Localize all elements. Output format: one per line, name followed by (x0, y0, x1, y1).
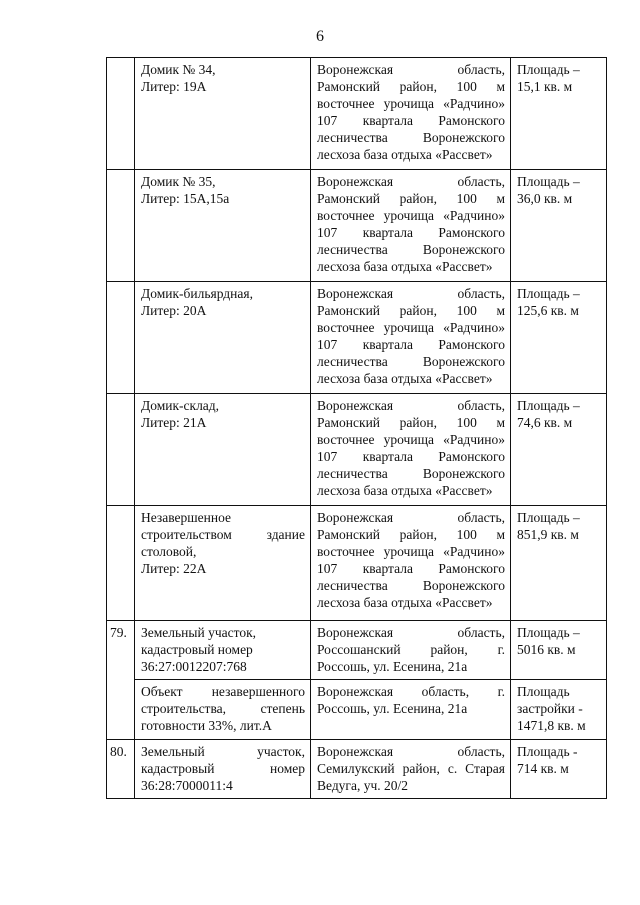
object-name-cell (135, 170, 311, 282)
row-number-cell (107, 58, 135, 170)
table-row (107, 680, 607, 740)
address-cell: Воронежская область, Россошанский район, г. Россошь, ул. Есенина, 21а (311, 621, 511, 680)
row-number-cell (107, 282, 135, 394)
object-name-line: Домик № 34, (141, 62, 216, 77)
address-cell: Воронежская область, Семилукский район, с. Старая Ведуга, уч. 20/2 (311, 740, 511, 799)
area-cell: Площадь – 15,1 кв. м (511, 58, 607, 170)
row-number-cell: 79. (107, 621, 135, 740)
object-name-line: Литер: 19А (141, 79, 207, 94)
object-name-cell (135, 680, 311, 740)
address-cell: Воронежская область, Рамонский район, 100 м восточнее урочища «Радчино» 107 квартала Рамонского лесничества Воронежского лесхоза база отдыха «Рассвет» (311, 58, 511, 170)
object-name-line: Объект незавершенного строительства, степень готовности 33%, лит.А (141, 684, 305, 733)
address-cell: Воронежская область, Рамонский район, 100 м восточнее урочища «Радчино» 107 квартала Рамонского лесничества Воронежского лесхоза база отдыха «Рассвет» (311, 282, 511, 394)
object-name-cell (135, 740, 311, 799)
address-cell: Воронежская область, Рамонский район, 100 м восточнее урочища «Радчино» 107 квартала Рамонского лесничества Воронежского лесхоза база отдыха «Рассвет» (311, 170, 511, 282)
area-cell: Площадь застройки - 1471,8 кв. м (511, 680, 607, 740)
object-name-cell (135, 394, 311, 506)
area-cell: Площадь – 36,0 кв. м (511, 170, 607, 282)
table-row (107, 282, 607, 394)
object-name-line: Земельный участок, (141, 625, 257, 640)
address-cell: Воронежская область, г. Россошь, ул. Есенина, 21а (311, 680, 511, 740)
object-name-line: 36:27:0012207:768 (141, 659, 247, 674)
object-name-line: Домик-бильярдная, (141, 286, 253, 301)
object-name-cell (135, 58, 311, 170)
object-name-line: Литер: 15А,15а (141, 191, 230, 206)
table-row (107, 740, 607, 799)
area-cell: Площадь - 714 кв. м (511, 740, 607, 799)
table-row (107, 58, 607, 170)
page-number: 6 (316, 28, 324, 45)
row-number-cell (107, 506, 135, 621)
object-name-line: Земельный участок, кадастровый номер 36:28:7000011:4 (141, 744, 305, 793)
object-name-line: Литер: 22А (141, 561, 207, 576)
object-name-cell (135, 506, 311, 621)
table-row (107, 506, 607, 621)
address-cell: Воронежская область, Рамонский район, 100 м восточнее урочища «Радчино» 107 квартала Рамонского лесничества Воронежского лесхоза база отдыха «Рассвет» (311, 506, 511, 621)
object-name-line: Домик № 35, (141, 174, 216, 189)
row-number-cell (107, 170, 135, 282)
table-row (107, 170, 607, 282)
object-name-line: Литер: 20А (141, 303, 207, 318)
object-name-line: Домик-склад, (141, 398, 220, 413)
object-name-line: кадастровый номер (141, 642, 253, 657)
object-name-line: Литер: 21А (141, 415, 207, 430)
address-cell: Воронежская область, Рамонский район, 100 м восточнее урочища «Радчино» 107 квартала Рамонского лесничества Воронежского лесхоза база отдыха «Рассвет» (311, 394, 511, 506)
row-number-cell (107, 394, 135, 506)
area-cell: Площадь – 74,6 кв. м (511, 394, 607, 506)
object-name-cell (135, 621, 311, 680)
property-table (106, 57, 607, 799)
object-name-line: Незавершенное строительством здание столовой, (141, 510, 305, 559)
object-name-cell (135, 282, 311, 394)
row-number-cell: 80. (107, 740, 135, 799)
area-cell: Площадь – 125,6 кв. м (511, 282, 607, 394)
area-cell: Площадь – 5016 кв. м (511, 621, 607, 680)
area-cell: Площадь – 851,9 кв. м (511, 506, 607, 621)
table-row (107, 621, 607, 680)
table-row (107, 394, 607, 506)
